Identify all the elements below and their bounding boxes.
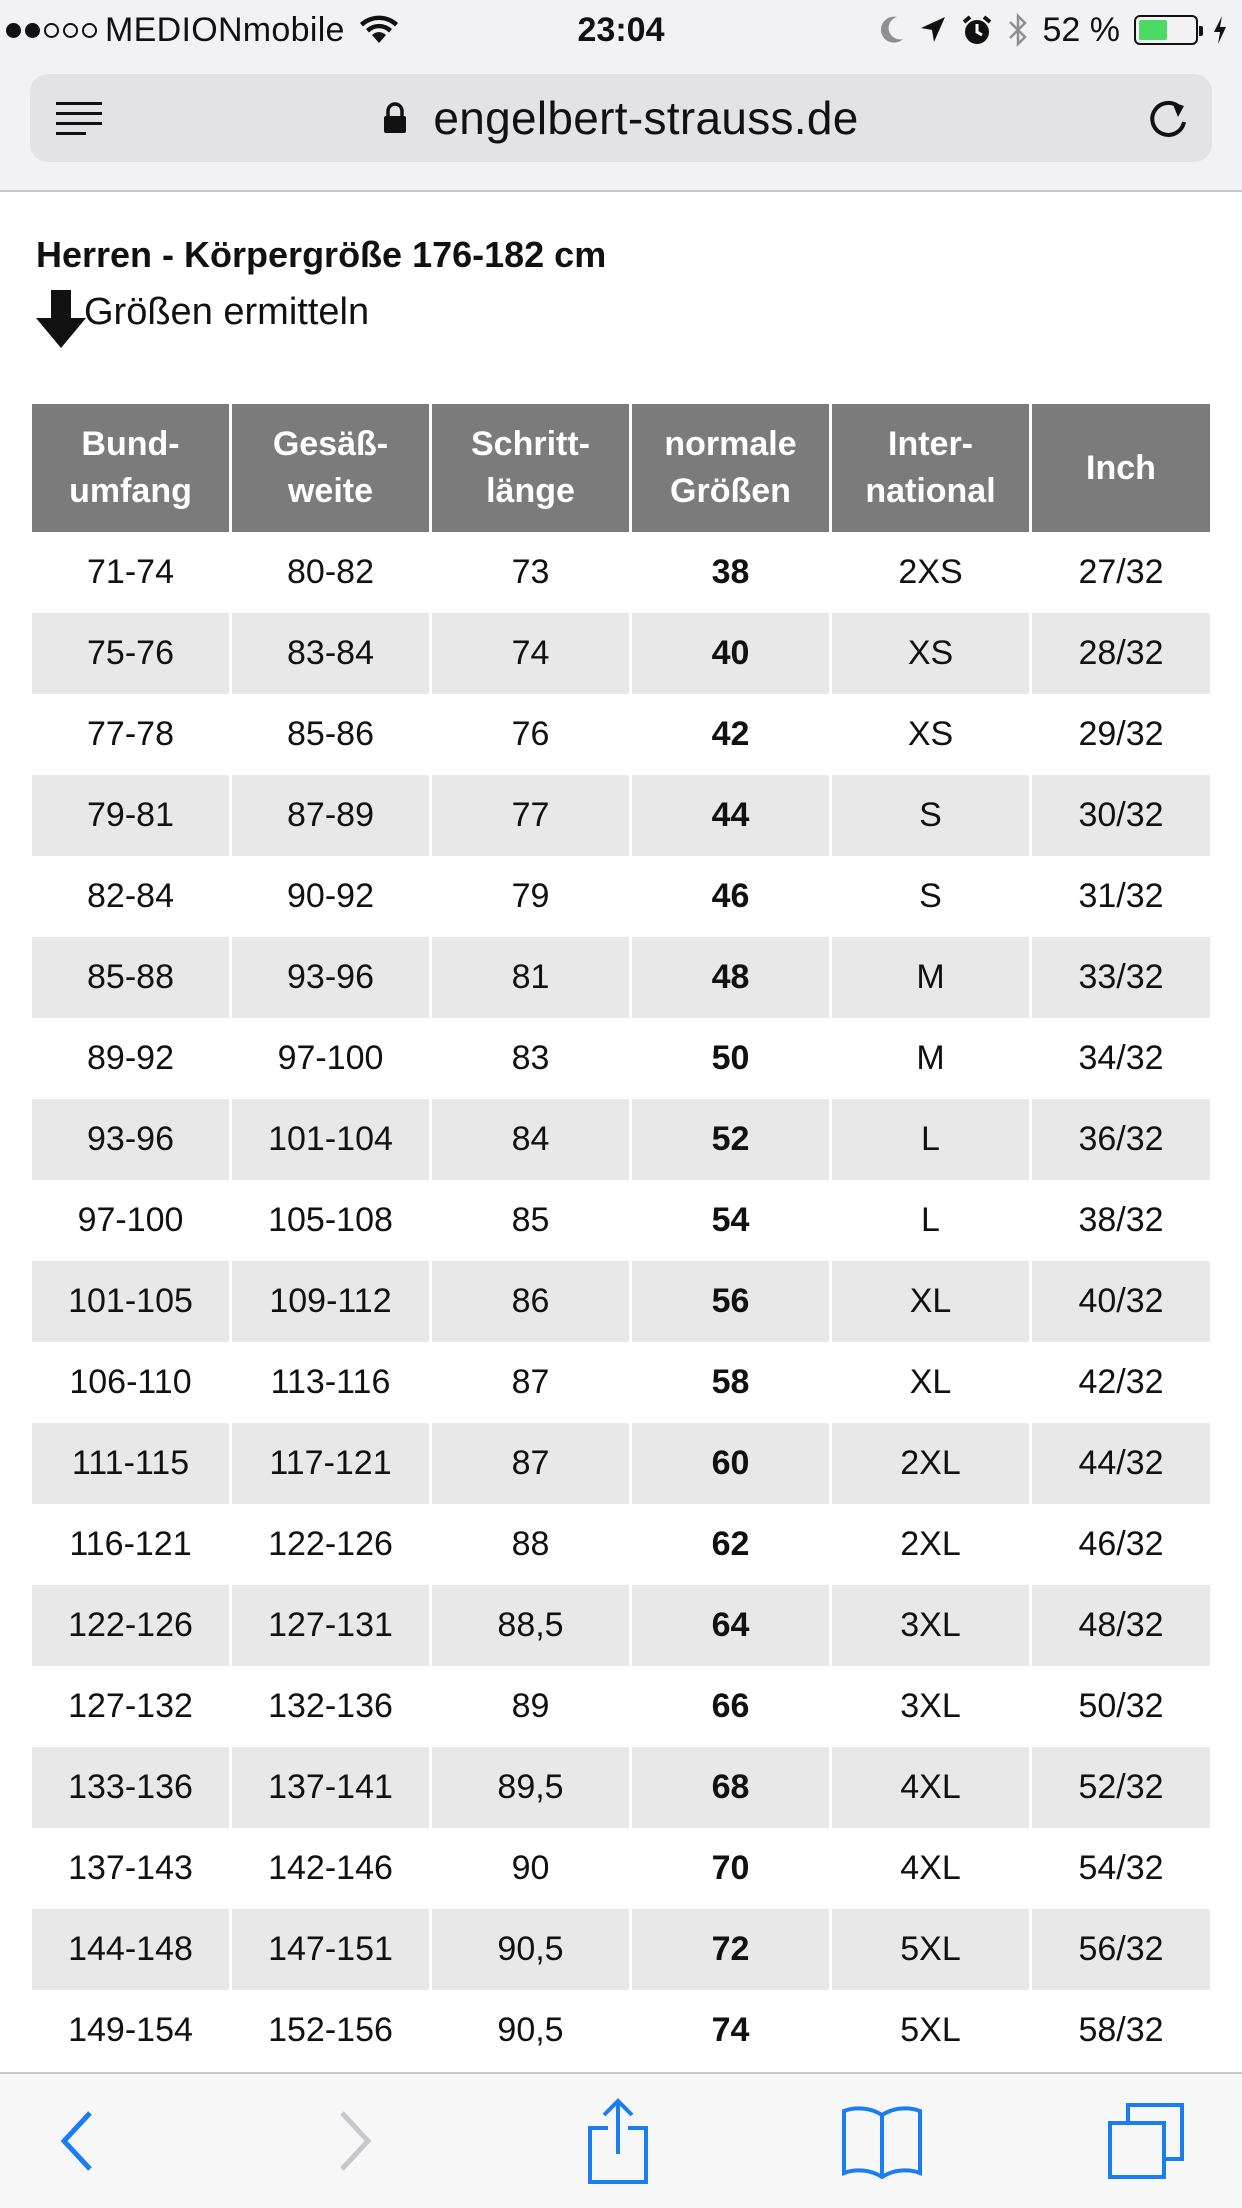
table-cell: 58/32 bbox=[1078, 2011, 1164, 2049]
table-cell: M bbox=[832, 1018, 1032, 1099]
carrier-name: MEDIONmobile bbox=[105, 10, 345, 49]
table-cell: 79 bbox=[432, 856, 632, 937]
status-bar bbox=[0, 0, 1242, 60]
table-cell: 52 bbox=[632, 1099, 832, 1180]
table-cell: 117-121 bbox=[232, 1423, 432, 1504]
table-row bbox=[32, 1018, 1210, 1099]
battery-icon bbox=[1134, 15, 1198, 45]
url-text: engelbert-strauss.de bbox=[433, 92, 859, 144]
table-row bbox=[32, 1828, 1210, 1909]
table-cell: 127-131 bbox=[232, 1585, 432, 1666]
table-cell: 54/32 bbox=[1078, 1849, 1164, 1887]
table-cell: 28/32 bbox=[1032, 613, 1210, 694]
forward-button[interactable] bbox=[304, 2096, 404, 2186]
table-cell: 2XL bbox=[832, 1504, 1032, 1585]
browser-toolbar bbox=[0, 2072, 1242, 2208]
table-cell: 75-76 bbox=[32, 613, 232, 694]
table-cell: 133-136 bbox=[32, 1747, 232, 1828]
table-cell: 85-86 bbox=[232, 694, 432, 775]
table-cell: 4XL bbox=[832, 1747, 1032, 1828]
table-cell: S bbox=[832, 856, 1032, 937]
table-row bbox=[32, 1747, 1210, 1828]
table-cell: 101-105 bbox=[32, 1261, 232, 1342]
table-cell: XL bbox=[832, 1342, 1032, 1423]
table-cell: 105-108 bbox=[232, 1180, 432, 1261]
table-cell: 149-154 bbox=[32, 1990, 232, 2071]
table-cell: 106-110 bbox=[32, 1342, 232, 1423]
table-cell: 46/32 bbox=[1078, 1525, 1164, 1563]
table-cell: 74 bbox=[632, 1990, 832, 2071]
table-cell: 77-78 bbox=[32, 694, 232, 775]
page-title: Herren - Körpergröße 176-182 cm bbox=[36, 234, 607, 275]
table-row bbox=[32, 1099, 1210, 1180]
table-cell: 52/32 bbox=[1032, 1747, 1210, 1828]
table-cell: S bbox=[832, 775, 1032, 856]
table-cell: 90-92 bbox=[232, 856, 432, 937]
table-cell: 84 bbox=[432, 1099, 632, 1180]
table-cell: 3XL bbox=[832, 1585, 1032, 1666]
table-row bbox=[32, 694, 1210, 775]
table-cell: 137-143 bbox=[32, 1828, 232, 1909]
table-cell: 87 bbox=[432, 1423, 632, 1504]
table-cell: 144-148 bbox=[32, 1909, 232, 1990]
table-cell: 86 bbox=[432, 1261, 632, 1342]
size-finder-label: Größen ermitteln bbox=[84, 291, 370, 333]
table-cell: 97-100 bbox=[32, 1180, 232, 1261]
table-cell: 5XL bbox=[832, 1990, 1032, 2071]
table-cell: 42/32 bbox=[1078, 1363, 1164, 1401]
table-cell: 137-141 bbox=[232, 1747, 432, 1828]
alarm-clock-icon bbox=[961, 14, 993, 46]
table-cell: 122-126 bbox=[32, 1585, 232, 1666]
column-header bbox=[232, 404, 432, 532]
table-row bbox=[32, 1585, 1210, 1666]
table-cell: 88 bbox=[432, 1504, 632, 1585]
table-cell: 58 bbox=[632, 1342, 832, 1423]
table-cell: 85 bbox=[432, 1180, 632, 1261]
table-cell: 30/32 bbox=[1032, 775, 1210, 856]
table-cell: 48/32 bbox=[1032, 1585, 1210, 1666]
table-cell: 109-112 bbox=[232, 1261, 432, 1342]
table-cell: 152-156 bbox=[232, 1990, 432, 2071]
bookmarks-icon bbox=[840, 2103, 924, 2179]
table-cell: 85-88 bbox=[32, 937, 232, 1018]
table-row bbox=[32, 1261, 1210, 1342]
table-cell: 70 bbox=[632, 1828, 832, 1909]
table-cell: 60 bbox=[632, 1423, 832, 1504]
arrow-down-icon bbox=[36, 290, 86, 350]
table-cell: 90 bbox=[432, 1828, 632, 1909]
address-bar[interactable] bbox=[30, 74, 1212, 162]
table-cell: 64 bbox=[632, 1585, 832, 1666]
table-cell: 40/32 bbox=[1032, 1261, 1210, 1342]
table-cell: 89,5 bbox=[432, 1747, 632, 1828]
column-header-line: national bbox=[865, 472, 996, 510]
table-cell: 89 bbox=[432, 1666, 632, 1747]
column-header-line: Inter- bbox=[888, 425, 973, 463]
table-cell: 73 bbox=[432, 532, 632, 613]
table-cell: 56/32 bbox=[1032, 1909, 1210, 1990]
share-icon bbox=[586, 2098, 650, 2184]
bluetooth-icon bbox=[1007, 13, 1029, 47]
column-header-line: weite bbox=[287, 472, 374, 510]
table-cell: XS bbox=[832, 613, 1032, 694]
table-cell: 72 bbox=[632, 1909, 832, 1990]
table-row bbox=[32, 856, 1210, 937]
charging-bolt-icon bbox=[1212, 15, 1228, 45]
table-row bbox=[32, 937, 1210, 1018]
table-row bbox=[32, 1909, 1210, 1990]
browser-nav-bar bbox=[0, 60, 1242, 192]
column-header-line: Schritt- bbox=[471, 425, 590, 463]
reload-icon[interactable] bbox=[1146, 94, 1190, 142]
column-header-line: länge bbox=[486, 472, 575, 510]
table-cell: 48 bbox=[632, 937, 832, 1018]
table-cell: 93-96 bbox=[32, 1099, 232, 1180]
column-header-line: normale bbox=[664, 425, 797, 463]
table-cell: 5XL bbox=[832, 1909, 1032, 1990]
size-finder-link[interactable] bbox=[36, 290, 369, 350]
table-body bbox=[32, 532, 1210, 2071]
table-cell: 132-136 bbox=[232, 1666, 432, 1747]
table-cell: 77 bbox=[432, 775, 632, 856]
table-cell: 83 bbox=[432, 1018, 632, 1099]
table-cell: 97-100 bbox=[232, 1018, 432, 1099]
share-button[interactable] bbox=[568, 2096, 668, 2186]
table-cell: L bbox=[832, 1099, 1032, 1180]
table-cell: 88,5 bbox=[432, 1585, 632, 1666]
table-row bbox=[32, 1666, 1210, 1747]
column-header bbox=[632, 404, 832, 532]
table-cell: 54 bbox=[632, 1180, 832, 1261]
table-cell: 90,5 bbox=[432, 1909, 632, 1990]
table-cell: 38/32 bbox=[1078, 1201, 1164, 1239]
column-header bbox=[1032, 404, 1210, 532]
table-row bbox=[32, 1180, 1210, 1261]
table-cell: 27/32 bbox=[1078, 553, 1164, 591]
tabs-button[interactable] bbox=[1096, 2096, 1196, 2186]
column-header-line: umfang bbox=[69, 472, 192, 510]
table-cell: 40 bbox=[632, 613, 832, 694]
moon-icon bbox=[879, 15, 905, 45]
table-cell: 31/32 bbox=[1078, 877, 1164, 915]
table-cell: XL bbox=[832, 1261, 1032, 1342]
table-cell: 127-132 bbox=[32, 1666, 232, 1747]
table-cell: 74 bbox=[432, 613, 632, 694]
table-cell: 62 bbox=[632, 1504, 832, 1585]
table-cell: 80-82 bbox=[232, 532, 432, 613]
table-cell: 36/32 bbox=[1032, 1099, 1210, 1180]
bookmarks-button[interactable] bbox=[832, 2096, 932, 2186]
url-display[interactable] bbox=[30, 74, 1212, 162]
table-cell: 122-126 bbox=[232, 1504, 432, 1585]
table-header-row bbox=[32, 404, 1210, 532]
table-cell: 42 bbox=[632, 694, 832, 775]
table-cell: 33/32 bbox=[1032, 937, 1210, 1018]
table-cell: 44/32 bbox=[1032, 1423, 1210, 1504]
table-cell: 82-84 bbox=[32, 856, 232, 937]
column-header-line: Größen bbox=[670, 472, 791, 510]
lock-icon bbox=[383, 102, 407, 134]
table-cell: L bbox=[832, 1180, 1032, 1261]
table-row bbox=[32, 613, 1210, 694]
table-cell: 44 bbox=[632, 775, 832, 856]
table-cell: 76 bbox=[432, 694, 632, 775]
column-header-line: Bund- bbox=[81, 425, 180, 463]
table-cell: 56 bbox=[632, 1261, 832, 1342]
table-cell: 46 bbox=[632, 856, 832, 937]
column-header bbox=[832, 404, 1032, 532]
table-row bbox=[32, 1423, 1210, 1504]
table-cell: 90,5 bbox=[432, 1990, 632, 2071]
table-cell: 87-89 bbox=[232, 775, 432, 856]
table-row bbox=[32, 532, 1210, 613]
table-cell: 116-121 bbox=[32, 1504, 232, 1585]
column-header-line: Gesäß- bbox=[272, 425, 389, 463]
table-cell: 111-115 bbox=[32, 1423, 232, 1504]
location-arrow-icon bbox=[919, 15, 947, 45]
column-header-line: Inch bbox=[1086, 448, 1156, 487]
table-cell: XS bbox=[832, 694, 1032, 775]
page-content bbox=[0, 194, 1242, 2072]
table-cell: 2XL bbox=[832, 1423, 1032, 1504]
table-cell: 3XL bbox=[832, 1666, 1032, 1747]
table-cell: M bbox=[832, 937, 1032, 1018]
column-header bbox=[432, 404, 632, 532]
forward-icon bbox=[334, 2109, 374, 2173]
table-cell: 93-96 bbox=[232, 937, 432, 1018]
table-cell: 29/32 bbox=[1078, 715, 1164, 753]
table-row bbox=[32, 1342, 1210, 1423]
tabs-icon bbox=[1106, 2101, 1186, 2181]
table-cell: 89-92 bbox=[32, 1018, 232, 1099]
table-cell: 66 bbox=[632, 1666, 832, 1747]
table-cell: 142-146 bbox=[232, 1828, 432, 1909]
table-cell: 68 bbox=[632, 1747, 832, 1828]
table-row bbox=[32, 1990, 1210, 2071]
table-cell: 2XS bbox=[832, 532, 1032, 613]
table-cell: 38 bbox=[632, 532, 832, 613]
table-cell: 113-116 bbox=[232, 1342, 432, 1423]
table-cell: 4XL bbox=[832, 1828, 1032, 1909]
table-cell: 34/32 bbox=[1078, 1039, 1164, 1077]
table-cell: 81 bbox=[432, 937, 632, 1018]
table-cell: 50/32 bbox=[1078, 1687, 1164, 1725]
table-cell: 147-151 bbox=[232, 1909, 432, 1990]
table-row bbox=[32, 775, 1210, 856]
table-cell: 50 bbox=[632, 1018, 832, 1099]
back-button[interactable] bbox=[28, 2096, 128, 2186]
table-cell: 71-74 bbox=[32, 532, 232, 613]
battery-percent: 52 % bbox=[1042, 10, 1120, 49]
back-icon bbox=[58, 2109, 98, 2173]
table-cell: 101-104 bbox=[232, 1099, 432, 1180]
table-cell: 83-84 bbox=[232, 613, 432, 694]
status-icons bbox=[879, 10, 1229, 50]
size-table bbox=[32, 404, 1210, 2071]
table-row bbox=[32, 1504, 1210, 1585]
battery-level bbox=[1139, 20, 1167, 40]
clock: 23:04 bbox=[577, 11, 665, 49]
table-cell: 87 bbox=[432, 1342, 632, 1423]
table-cell: 79-81 bbox=[32, 775, 232, 856]
column-header bbox=[32, 404, 232, 532]
